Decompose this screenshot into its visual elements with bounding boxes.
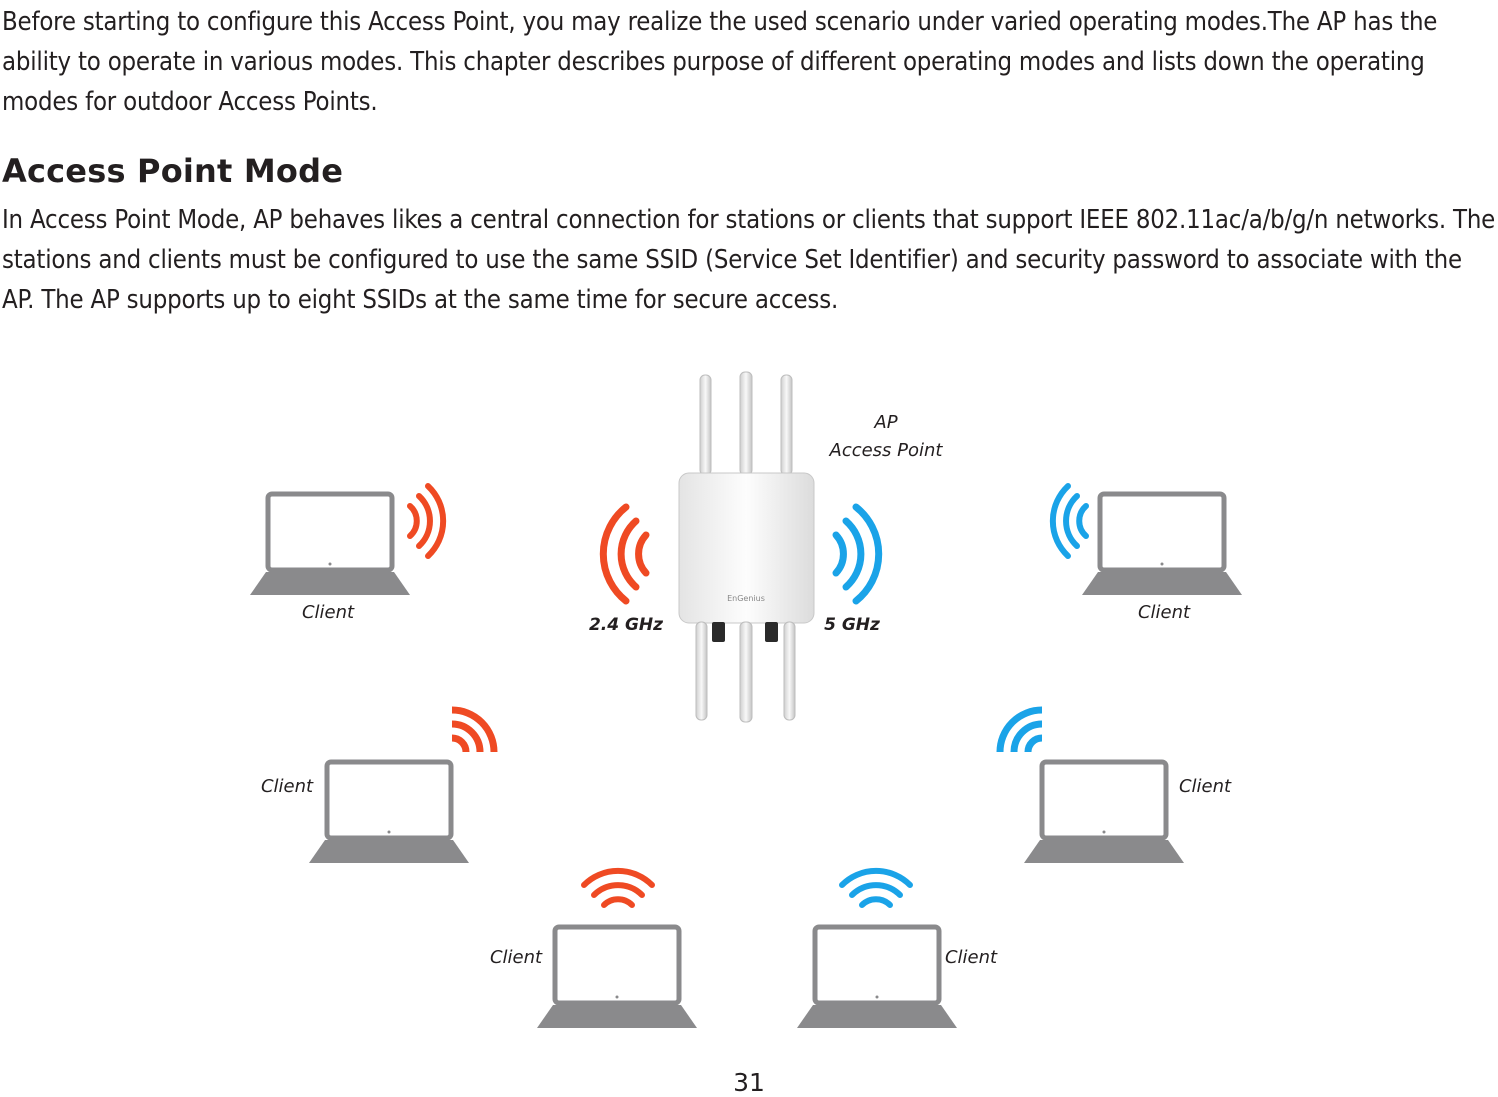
ap-label: AP [874, 412, 898, 433]
client-signal-24-icon [452, 710, 494, 752]
client-laptop-icon [250, 494, 410, 595]
client-label: Client [489, 947, 543, 968]
client-laptop-icon [1082, 494, 1242, 595]
client-label: Client [1178, 776, 1232, 797]
client-laptop-icon [1024, 762, 1184, 863]
access-point-device [679, 372, 814, 722]
client-label: Client [260, 776, 314, 797]
body-paragraph: In Access Point Mode, AP behaves likes a central connection for stations or clients that support IEEE 802.11ac/a/b/g/n networks. The stations and clients must be configured to use the same SSID (Service Set Identifier) and security password to associate with the AP. The AP supports up to eight SSIDs at the same time for secure access. [2, 205, 1496, 315]
client-label: Client [1137, 602, 1191, 623]
ap-signal-5-icon [836, 507, 879, 601]
band-5-label: 5 GHz [824, 615, 880, 635]
ap-sublabel: Access Point [829, 440, 943, 461]
client-signal-24-icon [584, 871, 652, 905]
client-label: Client [944, 947, 998, 968]
client-laptop-icon [537, 927, 697, 1028]
client-laptop-icon [797, 927, 957, 1028]
bottom-antennas-icon [696, 622, 795, 722]
client-signal-5-icon [1053, 486, 1086, 556]
section-heading: Access Point Mode [2, 152, 344, 190]
access-point-mode-diagram [0, 330, 1498, 1050]
ap-signal-24-icon [603, 507, 646, 601]
client-laptop-icon [309, 762, 469, 863]
brand-logo: EnGenius [727, 594, 765, 603]
client-signal-5-icon [1000, 710, 1042, 752]
client-label: Client [301, 602, 355, 623]
client-signal-24-icon [410, 486, 443, 556]
band-24-label: 2.4 GHz [588, 615, 664, 635]
page-number: 31 [733, 1068, 765, 1097]
intro-paragraph: Before starting to configure this Access Point, you may realize the used scenario under varied operating modes.The AP has the ability to operate in various modes. This chapter describes purpose of different operating modes and lists down the operating modes for outdoor Access Points. [2, 7, 1438, 117]
client-signal-5-icon [842, 871, 910, 905]
top-antennas-icon [700, 372, 792, 475]
